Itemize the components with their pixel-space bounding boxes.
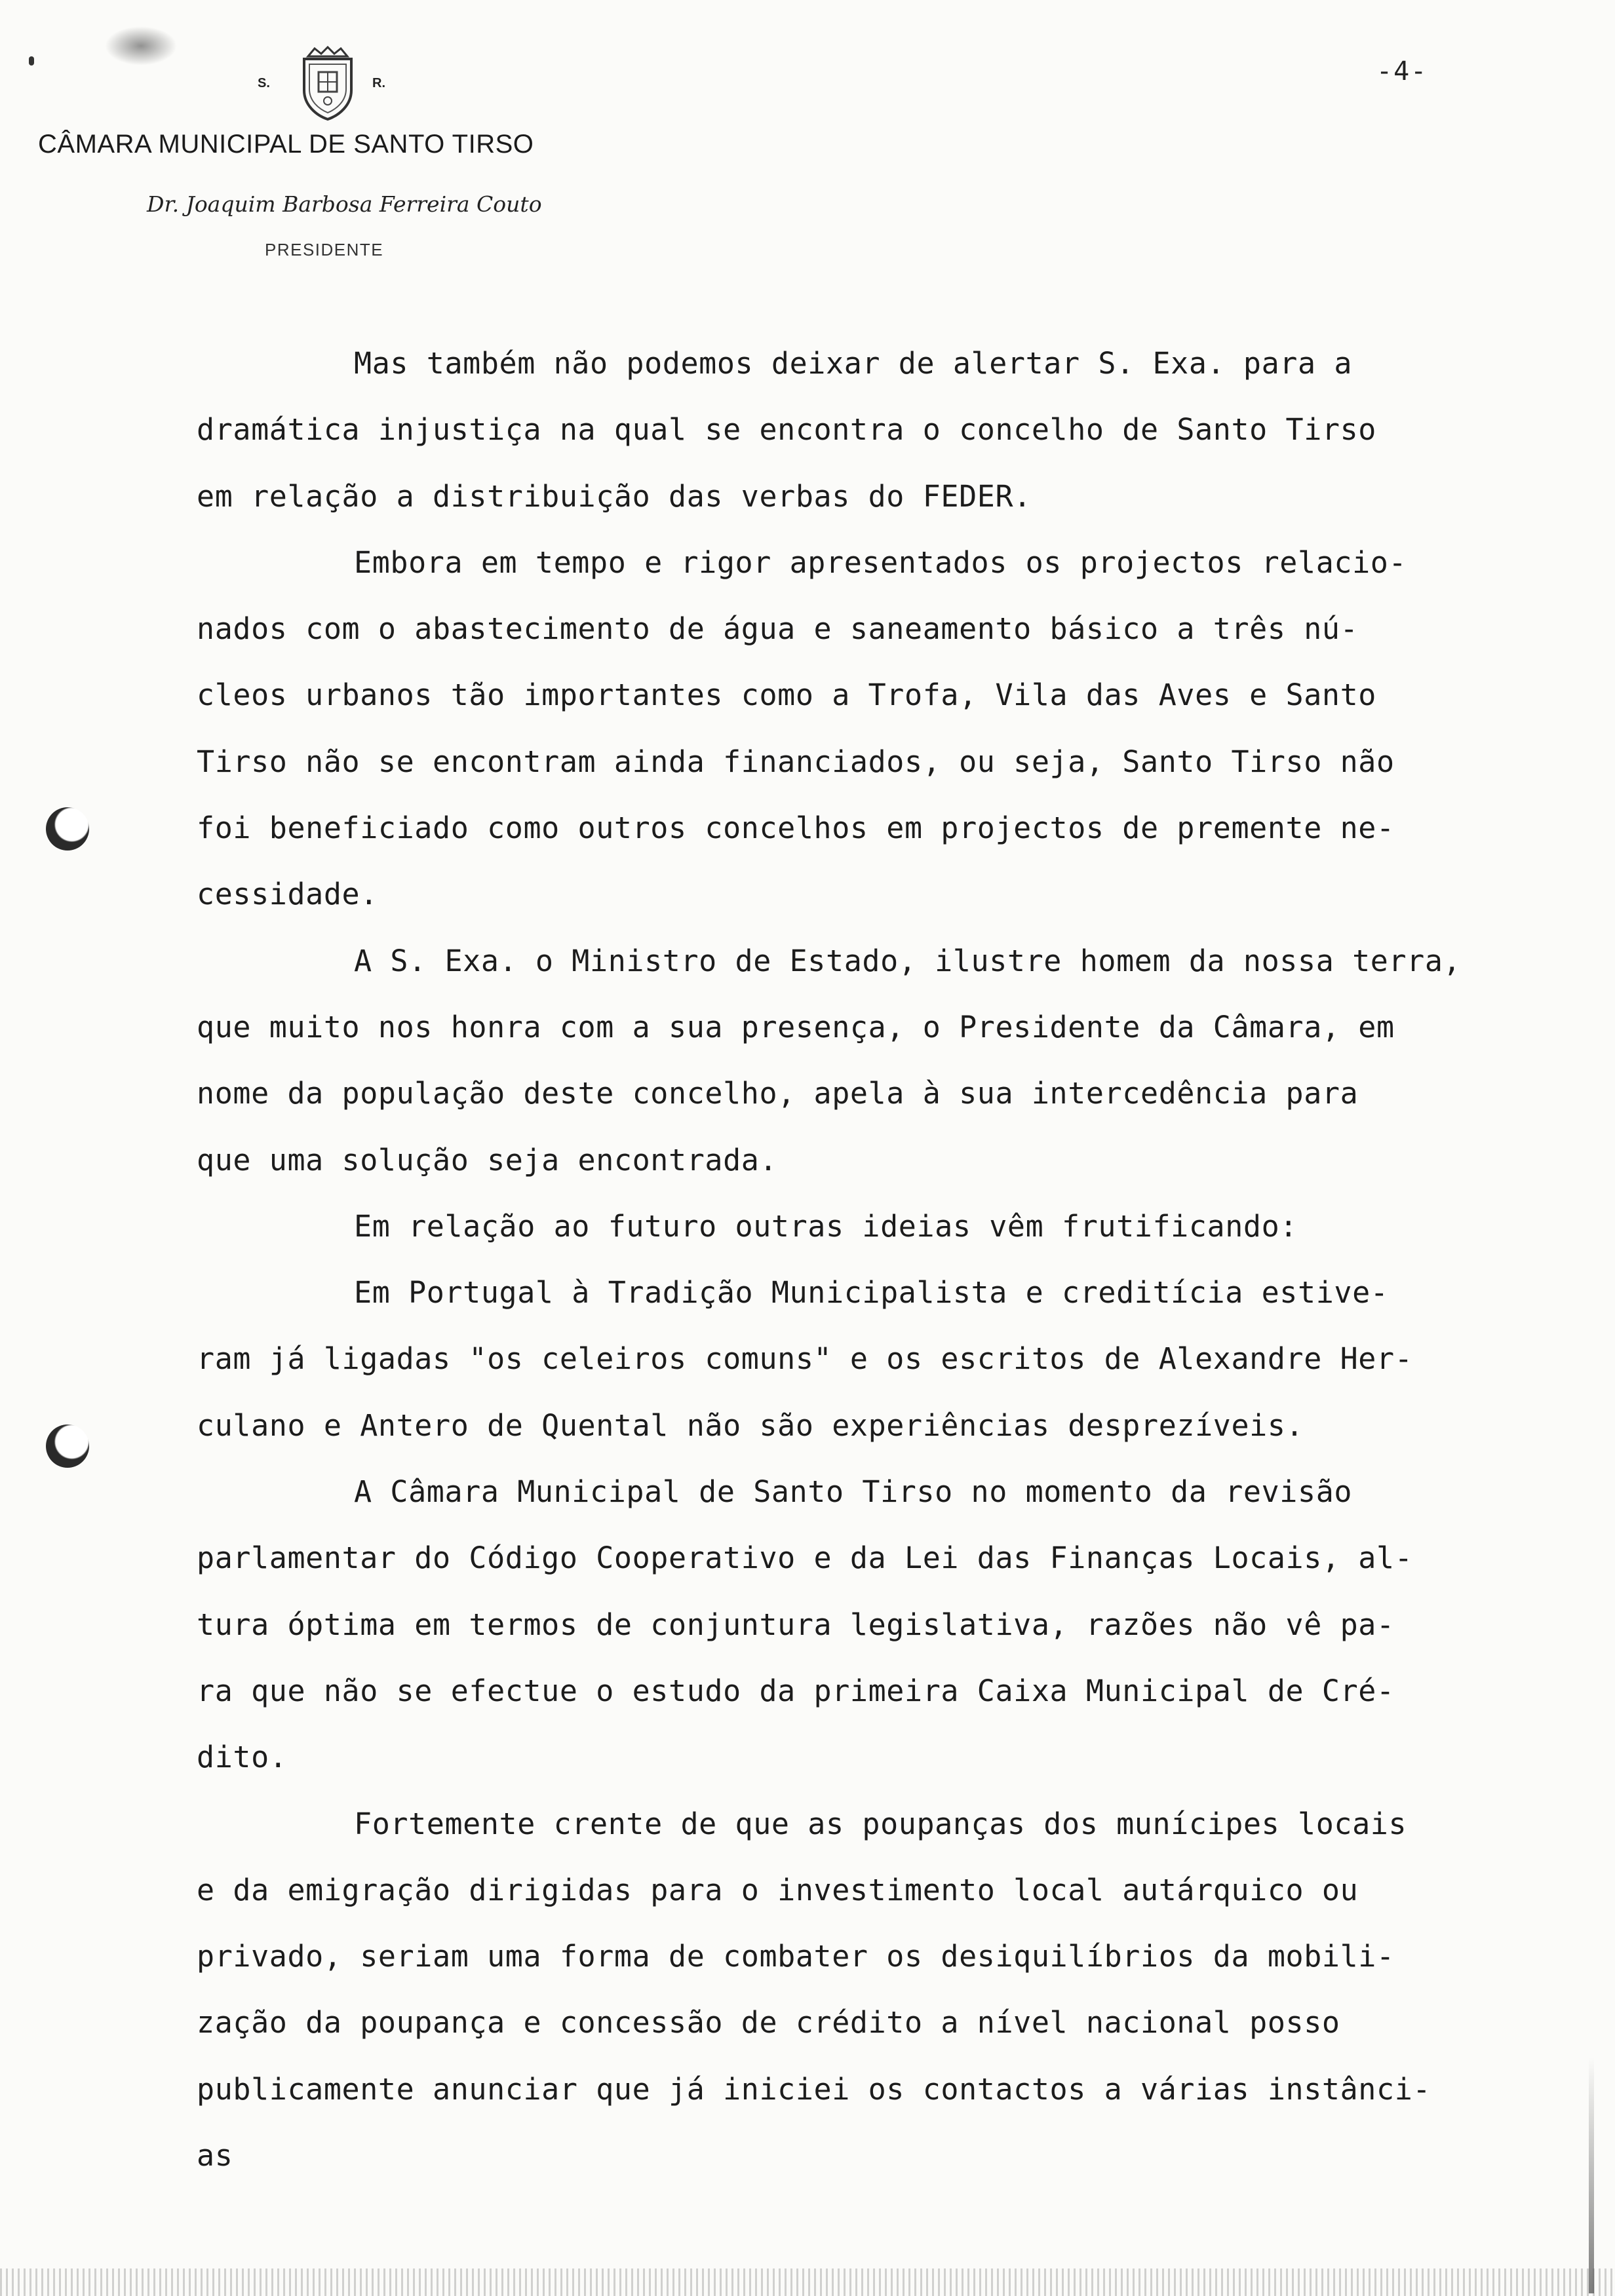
text-line: Em Portugal à Tradição Municipalista e creditícia estive- — [354, 1275, 1389, 1311]
text-line: foi beneficiado como outros concelhos em projectos de premente ne- — [197, 811, 1395, 846]
text-line: nome da população deste concelho, apela à sua intercedência para — [197, 1076, 1359, 1111]
president-name: Dr. Joaquim Barbosa Ferreira Couto — [147, 191, 542, 217]
text-line: que muito nos honra com a sua presença, o Presidente da Câmara, em — [197, 1009, 1395, 1044]
scan-edge-shadow — [1589, 2057, 1594, 2293]
letter-body — [197, 330, 1521, 2189]
page-number: -4- — [1376, 56, 1428, 86]
text-line: culano e Antero de Quental não são experiências desprezíveis. — [197, 1407, 1304, 1443]
text-line: que uma solução seja encontrada. — [197, 1142, 778, 1177]
text-line: cleos urbanos tão importantes como a Trofa, Vila das Aves e Santo — [197, 678, 1376, 713]
text-line: parlamentar do Código Cooperativo e da Lei das Finanças Locais, al- — [197, 1540, 1413, 1576]
text-line: as — [197, 2138, 233, 2173]
text-line: tura óptima em termos de conjuntura legislativa, razões não vê pa- — [197, 1607, 1395, 1642]
text-line: nados com o abastecimento de água e saneamento básico a três nú- — [197, 611, 1359, 647]
text-line: publicamente anunciar que já iniciei os contactos a várias instânci- — [197, 2071, 1431, 2107]
text-line: ram já ligadas "os celeiros comuns" e os escritos de Alexandre Her- — [197, 1341, 1413, 1377]
ink-dot — [29, 56, 34, 66]
text-line: privado, seriam uma forma de combater os desiquilíbrios da mobili- — [197, 1939, 1395, 1974]
text-line: Tirso não se encontram ainda financiados, ou seja, Santo Tirso não — [197, 744, 1395, 779]
text-line: ra que não se efectue o estudo da primeira Caixa Municipal de Cré- — [197, 1673, 1395, 1708]
scan-smudge — [105, 26, 177, 66]
text-line: Fortemente crente de que as poupanças dos munícipes locais — [354, 1806, 1407, 1841]
institution-name: CÂMARA MUNICIPAL DE SANTO TIRSO — [38, 130, 534, 159]
text-line: dito. — [197, 1740, 288, 1775]
crest-left-letter: S. — [258, 76, 270, 90]
text-line: Mas também não podemos deixar de alertar S. Exa. para a — [354, 346, 1353, 381]
text-line: Em relação ao futuro outras ideias vêm frutificando: — [354, 1208, 1298, 1244]
text-line: dramática injustiça na qual se encontra o concelho de Santo Tirso — [197, 412, 1376, 448]
crest-right-letter: R. — [372, 76, 385, 90]
punch-hole — [46, 807, 89, 851]
scan-edge-noise — [0, 2268, 1615, 2296]
text-line: A S. Exa. o Ministro de Estado, ilustre homem da nossa terra, — [354, 943, 1462, 978]
text-line: zação da poupança e concessão de crédito a nível nacional posso — [197, 2005, 1340, 2040]
text-line: A Câmara Municipal de Santo Tirso no momento da revisão — [354, 1474, 1353, 1510]
text-line: Embora em tempo e rigor apresentados os projectos relacio- — [354, 545, 1407, 580]
municipal-crest-icon — [295, 45, 360, 122]
text-line: em relação a distribuição das verbas do FEDER. — [197, 478, 1032, 514]
president-title: PRESIDENTE — [265, 240, 384, 259]
text-line: e da emigração dirigidas para o investimento local autárquico ou — [197, 1872, 1359, 1907]
text-line: cessidade. — [197, 877, 378, 912]
punch-hole — [46, 1425, 89, 1468]
